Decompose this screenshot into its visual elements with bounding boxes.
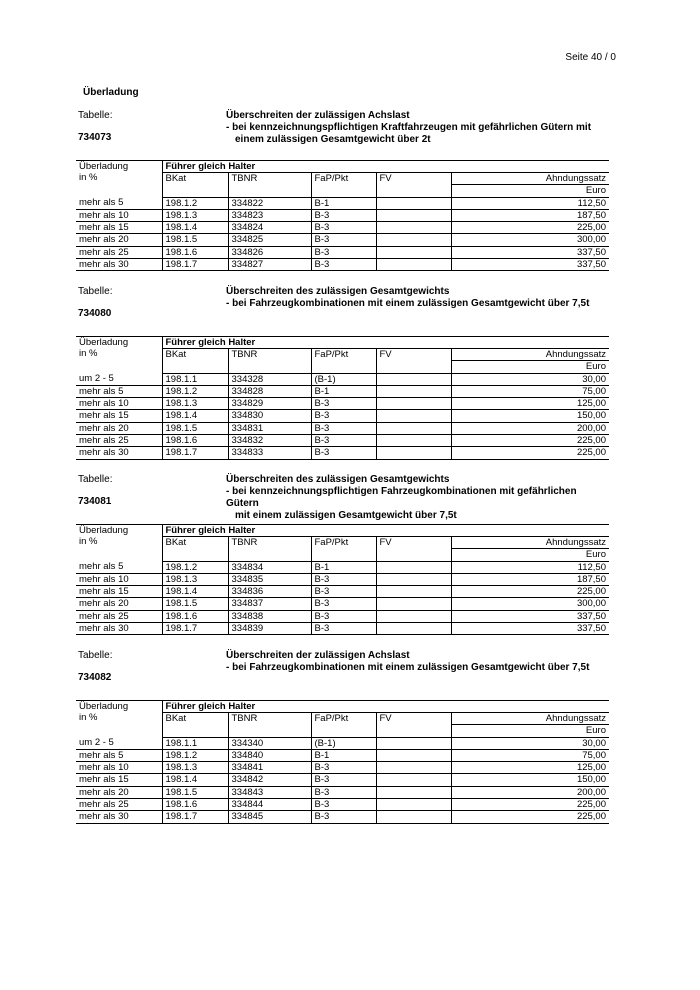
cell-overload: mehr als 15: [76, 774, 162, 786]
header-bkat: BKat: [162, 173, 228, 185]
cell-fap: B-3: [311, 435, 376, 447]
cell-tbnr: 334833: [228, 447, 311, 459]
cell-tbnr: 334830: [228, 410, 311, 422]
cell-overload: mehr als 10: [76, 762, 162, 774]
cell-amount: 337,50: [451, 623, 609, 635]
header-tbnr: TBNR: [228, 537, 311, 549]
cell-bkat: 198.1.6: [162, 799, 228, 811]
table-description: [226, 286, 589, 310]
fine-table: [76, 700, 609, 824]
cell-fap: B-3: [311, 422, 376, 434]
cell-fap: B-3: [311, 586, 376, 598]
table-row: [76, 373, 609, 385]
header-empty: [228, 361, 311, 373]
cell-bkat: 198.1.6: [162, 435, 228, 447]
fine-table: [76, 524, 609, 635]
table-label: Tabelle:: [78, 474, 113, 485]
cell-fv: [376, 234, 451, 246]
cell-fv: [376, 573, 451, 585]
description-line: - bei kennzeichnungspflichtigen Kraftfahrzeugen mit gefährlichen Gütern mit: [226, 122, 592, 133]
header-overload-unit: in %: [79, 348, 98, 359]
cell-fv: [376, 435, 451, 447]
table-row: [76, 435, 609, 447]
cell-tbnr: 334837: [228, 598, 311, 610]
table-row: [76, 762, 609, 774]
cell-fap: B-1: [311, 385, 376, 397]
table-row: [76, 410, 609, 422]
cell-amount: 225,00: [451, 811, 609, 823]
cell-fv: [376, 259, 451, 271]
cell-fv: [376, 385, 451, 397]
cell-bkat: 198.1.4: [162, 222, 228, 234]
cell-fap: B-3: [311, 234, 376, 246]
header-empty: [162, 361, 228, 373]
cell-fv: [376, 246, 451, 258]
cell-fap: B-3: [311, 447, 376, 459]
table-row: [76, 749, 609, 761]
header-driver: Führer gleich Halter: [162, 525, 609, 537]
cell-tbnr: 334836: [228, 586, 311, 598]
header-currency: Euro: [451, 361, 609, 373]
fine-table-block: [76, 286, 609, 460]
cell-tbnr: 334832: [228, 435, 311, 447]
cell-fap: B-1: [311, 197, 376, 209]
header-overload-line: Überladung: [79, 337, 129, 348]
description-line: - bei Fahrzeugkombinationen mit einem zulässigen Gesamtgewicht über 7,5t: [226, 662, 590, 673]
table-meta: [76, 650, 609, 694]
header-fv: FV: [376, 349, 451, 361]
cell-amount: 75,00: [451, 385, 609, 397]
table-row: [76, 209, 609, 221]
header-overload: [76, 161, 162, 198]
cell-bkat: 198.1.7: [162, 447, 228, 459]
cell-bkat: 198.1.2: [162, 385, 228, 397]
table-code: 734081: [78, 496, 112, 507]
cell-overload: mehr als 10: [76, 398, 162, 410]
cell-fap: B-3: [311, 398, 376, 410]
table-row: [76, 737, 609, 749]
cell-overload: mehr als 25: [76, 799, 162, 811]
table-row: [76, 573, 609, 585]
header-overload-line: Überladung: [79, 161, 129, 172]
cell-tbnr: 334829: [228, 398, 311, 410]
table-header-row: [76, 525, 609, 537]
header-empty: [162, 549, 228, 561]
cell-fap: B-3: [311, 799, 376, 811]
header-overload: [76, 701, 162, 738]
header-fap: FaP/Pkt: [311, 173, 376, 185]
cell-amount: 112,50: [451, 561, 609, 573]
cell-tbnr: 334835: [228, 573, 311, 585]
cell-amount: 30,00: [451, 737, 609, 749]
cell-bkat: 198.1.3: [162, 398, 228, 410]
header-amount: Ahndungssatz: [451, 537, 609, 549]
table-row: [76, 623, 609, 635]
header-tbnr: TBNR: [228, 713, 311, 725]
table-row: [76, 610, 609, 622]
cell-amount: 225,00: [451, 799, 609, 811]
cell-tbnr: 334340: [228, 737, 311, 749]
header-empty: [228, 725, 311, 737]
cell-amount: 187,50: [451, 573, 609, 585]
cell-bkat: 198.1.7: [162, 259, 228, 271]
cell-overload: mehr als 30: [76, 623, 162, 635]
cell-tbnr: 334828: [228, 385, 311, 397]
cell-amount: 200,00: [451, 786, 609, 798]
cell-bkat: 198.1.5: [162, 598, 228, 610]
table-row: [76, 197, 609, 209]
cell-overload: um 2 - 5: [76, 373, 162, 385]
table-label: Tabelle:: [78, 650, 113, 661]
header-overload-line: Überladung: [79, 525, 129, 536]
cell-fap: B-3: [311, 623, 376, 635]
table-header-row: [76, 701, 609, 713]
cell-fv: [376, 774, 451, 786]
description-title: Überschreiten der zulässigen Achslast: [226, 110, 410, 121]
cell-fap: B-3: [311, 762, 376, 774]
cell-bkat: 198.1.4: [162, 410, 228, 422]
table-row: [76, 774, 609, 786]
header-overload: [76, 525, 162, 562]
table-row: [76, 786, 609, 798]
cell-fv: [376, 811, 451, 823]
cell-amount: 125,00: [451, 762, 609, 774]
cell-overload: mehr als 25: [76, 610, 162, 622]
cell-fap: B-1: [311, 561, 376, 573]
cell-overload: mehr als 20: [76, 598, 162, 610]
table-row: [76, 561, 609, 573]
cell-bkat: 198.1.3: [162, 209, 228, 221]
cell-tbnr: 334839: [228, 623, 311, 635]
table-row: [76, 799, 609, 811]
cell-overload: mehr als 10: [76, 209, 162, 221]
cell-fv: [376, 762, 451, 774]
header-driver: Führer gleich Halter: [162, 701, 609, 713]
cell-tbnr: 334328: [228, 373, 311, 385]
header-bkat: BKat: [162, 537, 228, 549]
table-row: [76, 246, 609, 258]
cell-amount: 187,50: [451, 209, 609, 221]
fine-table-block: [76, 110, 609, 271]
cell-fv: [376, 373, 451, 385]
cell-fap: B-3: [311, 573, 376, 585]
cell-amount: 112,50: [451, 197, 609, 209]
cell-overload: mehr als 10: [76, 573, 162, 585]
cell-bkat: 198.1.7: [162, 623, 228, 635]
table-row: [76, 422, 609, 434]
fine-table-block: [76, 650, 609, 824]
header-empty: [311, 725, 376, 737]
cell-bkat: 198.1.2: [162, 561, 228, 573]
cell-fv: [376, 410, 451, 422]
header-empty: [311, 549, 376, 561]
table-row: [76, 234, 609, 246]
cell-overload: mehr als 30: [76, 811, 162, 823]
cell-overload: mehr als 25: [76, 435, 162, 447]
table-row: [76, 598, 609, 610]
table-description: [226, 474, 609, 522]
cell-tbnr: 334823: [228, 209, 311, 221]
cell-amount: 337,50: [451, 246, 609, 258]
cell-fap: B-3: [311, 222, 376, 234]
cell-amount: 337,50: [451, 610, 609, 622]
cell-fap: B-1: [311, 749, 376, 761]
cell-fv: [376, 749, 451, 761]
cell-bkat: 198.1.3: [162, 573, 228, 585]
header-bkat: BKat: [162, 713, 228, 725]
header-tbnr: TBNR: [228, 349, 311, 361]
table-description: [226, 650, 589, 674]
cell-overload: mehr als 20: [76, 422, 162, 434]
header-overload-line: Überladung: [79, 701, 129, 712]
cell-fv: [376, 623, 451, 635]
cell-amount: 225,00: [451, 586, 609, 598]
description-title: Überschreiten des zulässigen Gesamtgewichts: [226, 474, 450, 485]
cell-amount: 30,00: [451, 373, 609, 385]
header-fv: FV: [376, 713, 451, 725]
fine-table: [76, 160, 609, 271]
cell-fap: B-3: [311, 246, 376, 258]
cell-tbnr: 334840: [228, 749, 311, 761]
header-empty: [228, 549, 311, 561]
cell-fv: [376, 598, 451, 610]
cell-bkat: 198.1.1: [162, 373, 228, 385]
header-empty: [162, 725, 228, 737]
cell-fap: B-3: [311, 811, 376, 823]
cell-tbnr: 334843: [228, 786, 311, 798]
cell-tbnr: 334831: [228, 422, 311, 434]
cell-fap: (B-1): [311, 737, 376, 749]
cell-fv: [376, 222, 451, 234]
cell-fap: B-3: [311, 610, 376, 622]
table-row: [76, 222, 609, 234]
cell-tbnr: 334841: [228, 762, 311, 774]
table-code: 734082: [78, 672, 112, 683]
cell-fv: [376, 447, 451, 459]
header-amount: Ahndungssatz: [451, 713, 609, 725]
cell-fv: [376, 786, 451, 798]
cell-fv: [376, 586, 451, 598]
cell-amount: 200,00: [451, 422, 609, 434]
cell-fap: B-3: [311, 786, 376, 798]
header-empty: [376, 549, 451, 561]
cell-fv: [376, 398, 451, 410]
header-empty: [162, 185, 228, 197]
header-currency: Euro: [451, 549, 609, 561]
cell-amount: 125,00: [451, 398, 609, 410]
header-fap: FaP/Pkt: [311, 349, 376, 361]
cell-amount: 300,00: [451, 234, 609, 246]
table-meta: [76, 474, 609, 521]
cell-tbnr: 334838: [228, 610, 311, 622]
header-tbnr: TBNR: [228, 173, 311, 185]
section-title: Überladung: [83, 87, 139, 98]
description-title: Überschreiten des zulässigen Gesamtgewichts: [226, 286, 450, 297]
header-empty: [228, 185, 311, 197]
cell-fv: [376, 561, 451, 573]
cell-overload: mehr als 20: [76, 786, 162, 798]
header-overload-unit: in %: [79, 536, 98, 547]
cell-bkat: 198.1.5: [162, 786, 228, 798]
description-line: - bei Fahrzeugkombinationen mit einem zulässigen Gesamtgewicht über 7,5t: [226, 298, 590, 309]
cell-fap: B-3: [311, 259, 376, 271]
cell-bkat: 198.1.5: [162, 422, 228, 434]
table-row: [76, 398, 609, 410]
header-bkat: BKat: [162, 349, 228, 361]
cell-overload: mehr als 5: [76, 197, 162, 209]
page-number: Seite 40 / 0: [565, 52, 616, 63]
cell-tbnr: 334827: [228, 259, 311, 271]
cell-overload: mehr als 30: [76, 259, 162, 271]
cell-amount: 225,00: [451, 222, 609, 234]
cell-overload: mehr als 20: [76, 234, 162, 246]
table-label: Tabelle:: [78, 110, 113, 121]
table-code: 734073: [78, 132, 112, 143]
header-overload: [76, 337, 162, 374]
table-code: 734080: [78, 308, 112, 319]
cell-amount: 225,00: [451, 447, 609, 459]
cell-fv: [376, 197, 451, 209]
header-amount: Ahndungssatz: [451, 173, 609, 185]
header-fap: FaP/Pkt: [311, 537, 376, 549]
header-fap: FaP/Pkt: [311, 713, 376, 725]
description-line: - bei kennzeichnungspflichtigen Fahrzeugkombinationen mit gefährlichen Gütern: [226, 486, 577, 509]
header-empty: [311, 185, 376, 197]
header-fv: FV: [376, 173, 451, 185]
cell-overload: mehr als 5: [76, 749, 162, 761]
cell-bkat: 198.1.5: [162, 234, 228, 246]
cell-amount: 150,00: [451, 410, 609, 422]
cell-bkat: 198.1.4: [162, 774, 228, 786]
header-amount: Ahndungssatz: [451, 349, 609, 361]
cell-bkat: 198.1.3: [162, 762, 228, 774]
cell-overload: mehr als 5: [76, 385, 162, 397]
description-title: Überschreiten der zulässigen Achslast: [226, 650, 410, 661]
cell-overload: mehr als 15: [76, 222, 162, 234]
fine-table-block: [76, 474, 609, 635]
header-currency: Euro: [451, 725, 609, 737]
cell-bkat: 198.1.1: [162, 737, 228, 749]
cell-tbnr: 334825: [228, 234, 311, 246]
cell-bkat: 198.1.6: [162, 246, 228, 258]
cell-fv: [376, 610, 451, 622]
cell-overload: mehr als 15: [76, 410, 162, 422]
cell-fap: B-3: [311, 598, 376, 610]
cell-fv: [376, 737, 451, 749]
header-driver: Führer gleich Halter: [162, 161, 609, 173]
table-row: [76, 259, 609, 271]
table-label: Tabelle:: [78, 286, 113, 297]
table-row: [76, 447, 609, 459]
cell-amount: 150,00: [451, 774, 609, 786]
description-line: einem zulässigen Gesamtgewicht über 2t: [235, 134, 431, 145]
cell-fap: (B-1): [311, 373, 376, 385]
header-empty: [376, 361, 451, 373]
header-overload-unit: in %: [79, 712, 98, 723]
cell-bkat: 198.1.6: [162, 610, 228, 622]
cell-amount: 225,00: [451, 435, 609, 447]
cell-fv: [376, 422, 451, 434]
cell-fap: B-3: [311, 774, 376, 786]
cell-tbnr: 334826: [228, 246, 311, 258]
cell-fv: [376, 209, 451, 221]
cell-bkat: 198.1.4: [162, 586, 228, 598]
description-line: mit einem zulässigen Gesamtgewicht über 7,5t: [235, 510, 457, 521]
header-fv: FV: [376, 537, 451, 549]
cell-overload: mehr als 25: [76, 246, 162, 258]
table-row: [76, 811, 609, 823]
cell-fap: B-3: [311, 209, 376, 221]
header-empty: [376, 725, 451, 737]
cell-fap: B-3: [311, 410, 376, 422]
cell-bkat: 198.1.7: [162, 811, 228, 823]
cell-overload: mehr als 30: [76, 447, 162, 459]
cell-overload: um 2 - 5: [76, 737, 162, 749]
header-currency: Euro: [451, 185, 609, 197]
table-header-row: [76, 161, 609, 173]
cell-tbnr: 334845: [228, 811, 311, 823]
header-empty: [376, 185, 451, 197]
table-row: [76, 385, 609, 397]
header-driver: Führer gleich Halter: [162, 337, 609, 349]
table-description: [226, 110, 591, 146]
table-meta: [76, 286, 609, 330]
cell-tbnr: 334822: [228, 197, 311, 209]
cell-tbnr: 334834: [228, 561, 311, 573]
table-header-row: [76, 337, 609, 349]
cell-amount: 300,00: [451, 598, 609, 610]
cell-overload: mehr als 5: [76, 561, 162, 573]
cell-amount: 75,00: [451, 749, 609, 761]
cell-overload: mehr als 15: [76, 586, 162, 598]
cell-tbnr: 334824: [228, 222, 311, 234]
cell-bkat: 198.1.2: [162, 749, 228, 761]
table-row: [76, 586, 609, 598]
table-meta: [76, 110, 609, 154]
header-empty: [311, 361, 376, 373]
cell-amount: 337,50: [451, 259, 609, 271]
cell-fv: [376, 799, 451, 811]
cell-tbnr: 334844: [228, 799, 311, 811]
header-overload-unit: in %: [79, 172, 98, 183]
cell-bkat: 198.1.2: [162, 197, 228, 209]
fine-table: [76, 336, 609, 460]
cell-tbnr: 334842: [228, 774, 311, 786]
